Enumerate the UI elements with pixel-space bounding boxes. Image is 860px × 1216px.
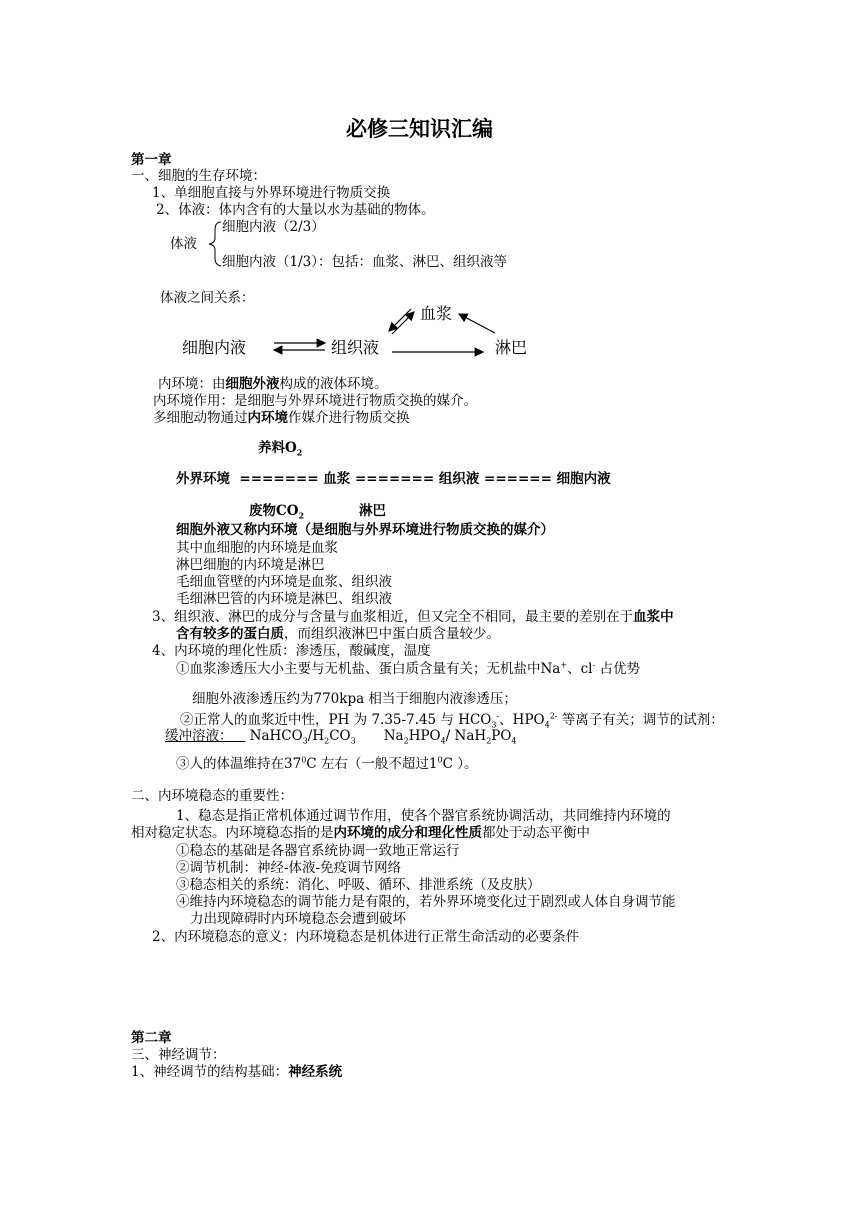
arrow-zuzhi-to-xuejiang	[392, 312, 414, 334]
list-item-3: 毛细血管壁的内环境是血浆、组织液	[176, 574, 392, 590]
buffer2-s1: 2	[403, 736, 409, 746]
flow-bottom-a-sub: 2	[298, 510, 305, 521]
nhj-bold: 细胞外液	[225, 376, 280, 392]
c3-mid: C 左右（一般不超过1	[306, 756, 438, 772]
flow-top-sub: 2	[296, 447, 303, 458]
point-1: 1、单细胞直接与外界环境进行物质交换	[152, 185, 391, 201]
chapter-1-heading: 第一章	[131, 152, 172, 168]
point-3-line1	[152, 609, 674, 626]
p3-pre: 3、组织液、淋巴的成分与含量与血浆相近，但又完全不相同，最主要的差别在于	[152, 609, 634, 625]
point-4: 4、内环境的理化性质：渗透压，酸碱度，温度	[152, 643, 431, 659]
buffer2-s4: 4	[511, 736, 517, 746]
sec2-p1-line1: 1、稳态是指正常机体通过调节作用，使各个器官系统协调活动，共同维持内环境的	[176, 808, 671, 824]
circle-3	[176, 756, 477, 773]
circle-2	[180, 712, 724, 729]
ch2-p1-pre: 1、神经调节的结构基础：	[131, 1064, 289, 1080]
buffer1-a: NaHCO	[249, 728, 303, 744]
flow-bottom-b: 淋巴	[359, 503, 386, 519]
nhj-line	[158, 376, 388, 393]
list-item-1: 其中血细胞的内环境是血浆	[176, 540, 338, 556]
buffer1-end: CO	[329, 728, 351, 744]
c3-sup: 0	[301, 755, 307, 765]
nhj-pre: 内环境：由	[158, 376, 226, 392]
sec2-point-2: 2、内环境稳态的意义：内环境稳态是机体进行正常生命活动的必要条件	[152, 929, 580, 945]
buffer1-s2: 2	[324, 736, 330, 746]
c3-post: C ）。	[442, 756, 478, 772]
diagram-linba: 淋巴	[495, 338, 528, 357]
section-2-heading: 二、内环境稳态的重要性：	[131, 788, 293, 804]
tiye-label: 体液	[170, 236, 197, 252]
relation-label: 体液之间关系：	[160, 290, 255, 306]
sec2-item-4-line2: 力出现障碍时内环境稳态会遭到破坏	[190, 911, 406, 927]
sec2-item-2: ②调节机制：神经-体液-免疫调节网络	[176, 860, 402, 876]
circle-1	[176, 661, 640, 678]
c2-sub1: 3	[491, 720, 497, 730]
c1-text: ①血浆渗透压大小主要与无机盐、蛋白质含量有关；无机盐中Na	[176, 661, 561, 677]
buffer2-mid2: / NaH	[445, 728, 487, 744]
p3-post: ，而组织液淋巴中蛋白质含量较少。	[284, 626, 500, 642]
buffer2-s3: 2	[486, 736, 492, 746]
arrow-linba-to-xuejiang	[459, 314, 495, 333]
ecf-note: 细胞外液又称内环境（是细胞与外界环境进行物质交换的媒介）	[176, 522, 554, 538]
brace	[209, 222, 221, 266]
list-item-4: 毛细淋巴管的内环境是淋巴、组织液	[176, 591, 392, 607]
c1-sup2: -	[592, 660, 596, 670]
c2-sup1: -	[496, 711, 500, 721]
c2-mid: 、HPO	[499, 712, 545, 728]
buffer1-mid: /H	[307, 728, 325, 744]
p3-bold1: 血浆中	[633, 609, 674, 625]
flow-top-text: 养料O	[258, 440, 297, 456]
sec2-item-4-line1: ④维持内环境稳态的调节能力是有限的，若外界环境变化过于剧烈或人体自身调节能	[176, 894, 676, 910]
ch2-p1-bold: 神经系统	[288, 1064, 343, 1080]
c2-sup2: 2-	[549, 711, 558, 721]
diagram-zuzhi: 组织液	[331, 338, 380, 357]
buffer-line	[165, 728, 517, 745]
sec2-p1-post: 都处于动态平衡中	[482, 825, 590, 841]
diagram-xuejiang: 血浆	[420, 304, 453, 323]
sec2-p1-bold: 内环境的成分和理化性质	[333, 825, 482, 841]
c2-post: 等离子有关；调节的试剂：	[557, 712, 724, 728]
point-2: 2、体液：体内含有的大量以水为基础的物体。	[156, 202, 435, 218]
section-1-heading: 一、细胞的生存环境：	[131, 168, 266, 184]
c1-mid: 、cl	[567, 661, 593, 677]
list-item-2: 淋巴细胞的内环境是淋巴	[176, 557, 325, 573]
flow-main: 外界环境 ======= 血浆 ======= 组织液 ====== 细胞内液	[176, 471, 611, 487]
circle-1b: 细胞外液渗透压约为770kpa 相当于细胞内液渗透压；	[192, 691, 517, 707]
c2-text: ②正常人的血浆近中性，PH 为 7.35-7.45 与 HCO	[180, 712, 492, 728]
c1-sup1: +	[560, 660, 568, 670]
sec2-item-1: ①稳态的基础是各器官系统协调一致地正常运行	[176, 843, 460, 859]
multi-pre: 多细胞动物通过	[153, 410, 248, 426]
sec2-p1-line2	[131, 825, 590, 842]
brace-bottom-text: 细胞内液（1/3）：包括：血浆、淋巴、组织液等	[222, 254, 507, 270]
point-3-line2	[176, 626, 500, 643]
c3-pre: ③人的体温维持在37	[176, 756, 302, 772]
flow-top	[258, 440, 302, 457]
multi-line	[153, 410, 410, 427]
brace-top-text: 细胞内液（2/3）	[222, 219, 325, 235]
buffer1-s1: 3	[302, 736, 308, 746]
buffer2-s2: 4	[440, 736, 446, 746]
multi-post: 作媒介进行物质交换	[288, 410, 410, 426]
flow-bottom-a-text: 废物CO	[249, 503, 299, 519]
c2-sub2: 4	[544, 720, 550, 730]
sec2-item-3: ③稳态相关的系统：消化、呼吸、循环、排泄系统（及皮肤）	[176, 877, 541, 893]
c1-post: 占优势	[595, 661, 640, 677]
buffer2-a: Na	[383, 728, 404, 744]
p3-bold2: 含有较多的蛋白质	[176, 626, 284, 642]
buffer-label: 缓冲溶液：	[165, 728, 233, 744]
buffer2-end: PO	[491, 728, 512, 744]
chapter-2-heading: 第二章	[131, 1030, 172, 1046]
section-3-heading: 三、神经调节：	[131, 1047, 226, 1063]
nhj-role: 内环境作用：是细胞与外界环境进行物质交换的媒介。	[153, 393, 477, 409]
buffer-gap	[233, 728, 246, 744]
arrow-xuejiang-to-zuzhi	[389, 309, 411, 331]
diagram-xibao: 细胞内液	[182, 338, 247, 357]
c3-sup2: 0	[437, 755, 443, 765]
buffer2-mid: HPO	[408, 728, 441, 744]
page-title: 必修三知识汇编	[346, 117, 493, 141]
ch2-point-1	[131, 1064, 342, 1081]
sec2-p1-pre: 相对稳定状态。内环境稳态指的是	[131, 825, 334, 841]
nhj-post: 构成的液体环境。	[279, 376, 388, 392]
flow-bottom-a	[249, 503, 304, 520]
buffer1-s3: 3	[350, 736, 356, 746]
multi-bold: 内环境	[247, 410, 288, 426]
